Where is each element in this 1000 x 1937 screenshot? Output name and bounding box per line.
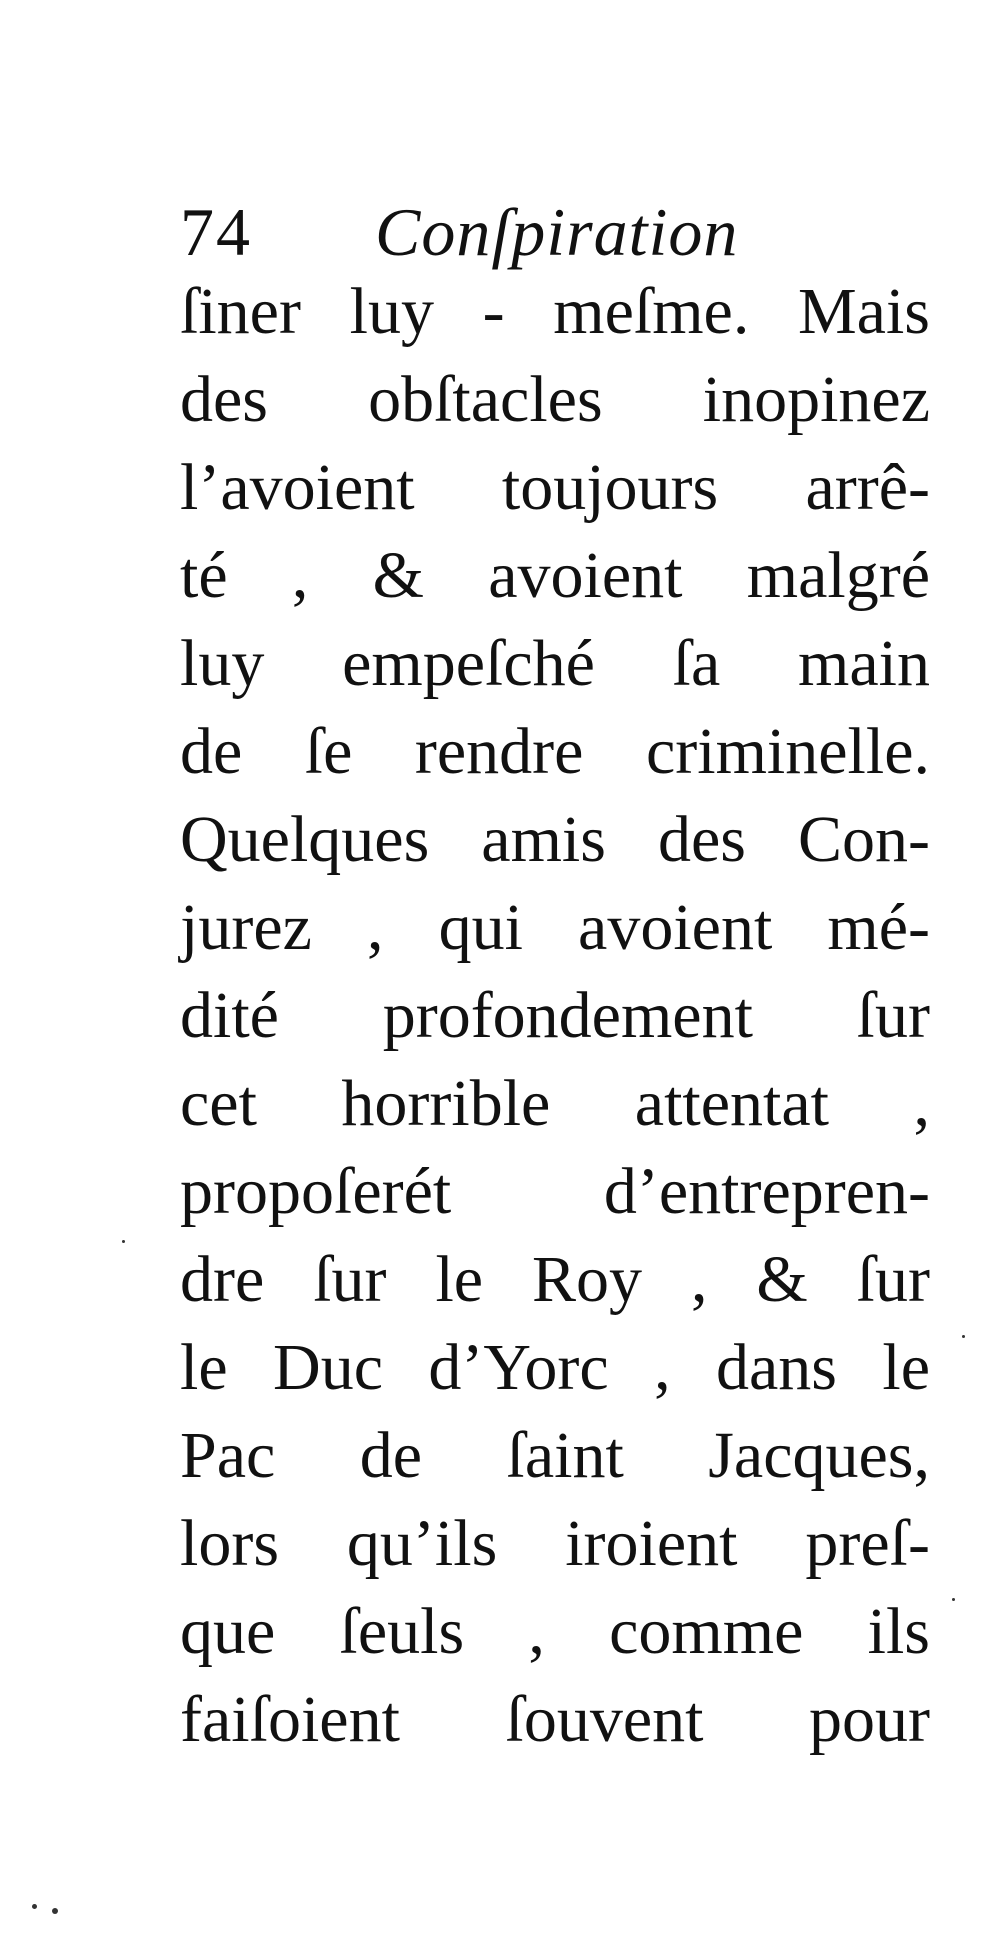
text-line: Quelques amis des Con- xyxy=(180,803,930,876)
text-line: luy empeſché ſa main xyxy=(180,627,930,700)
text-line: des obſtacles inopinez xyxy=(180,363,930,436)
text-line: le Duc d’Yorc , dans le xyxy=(180,1331,930,1404)
text-line: que ſeuls , comme ils xyxy=(180,1595,930,1668)
text-line: dre ſur le Roy , & ſur xyxy=(180,1243,930,1316)
text-line: faiſoient ſouvent pour xyxy=(180,1683,930,1756)
text-line: lors qu’ils iroient preſ- xyxy=(180,1507,930,1580)
ink-speck xyxy=(52,1908,58,1914)
ink-speck xyxy=(962,1335,965,1338)
text-line: de ſe rendre criminelle. xyxy=(180,715,930,788)
ink-speck xyxy=(952,1598,955,1601)
text-line: jurez , qui avoient mé- xyxy=(180,891,930,964)
text-line: propoſerét d’entrepren- xyxy=(180,1155,930,1228)
text-line: cet horrible attentat , xyxy=(180,1067,930,1140)
page-number: 74 xyxy=(180,194,252,270)
text-line: Pac de ſaint Jacques, xyxy=(180,1419,930,1492)
body-text xyxy=(180,268,930,1764)
text-line: té , & avoient malgré xyxy=(180,539,930,612)
running-title: Conſpiration xyxy=(375,194,739,270)
text-line: l’avoient toujours arrê- xyxy=(180,451,930,524)
text-line: dité profondement ſur xyxy=(180,979,930,1052)
ink-speck xyxy=(122,1240,125,1243)
ink-speck xyxy=(32,1904,37,1909)
text-line: ſiner luy - meſme. Mais xyxy=(180,275,930,348)
page-header xyxy=(180,192,950,272)
